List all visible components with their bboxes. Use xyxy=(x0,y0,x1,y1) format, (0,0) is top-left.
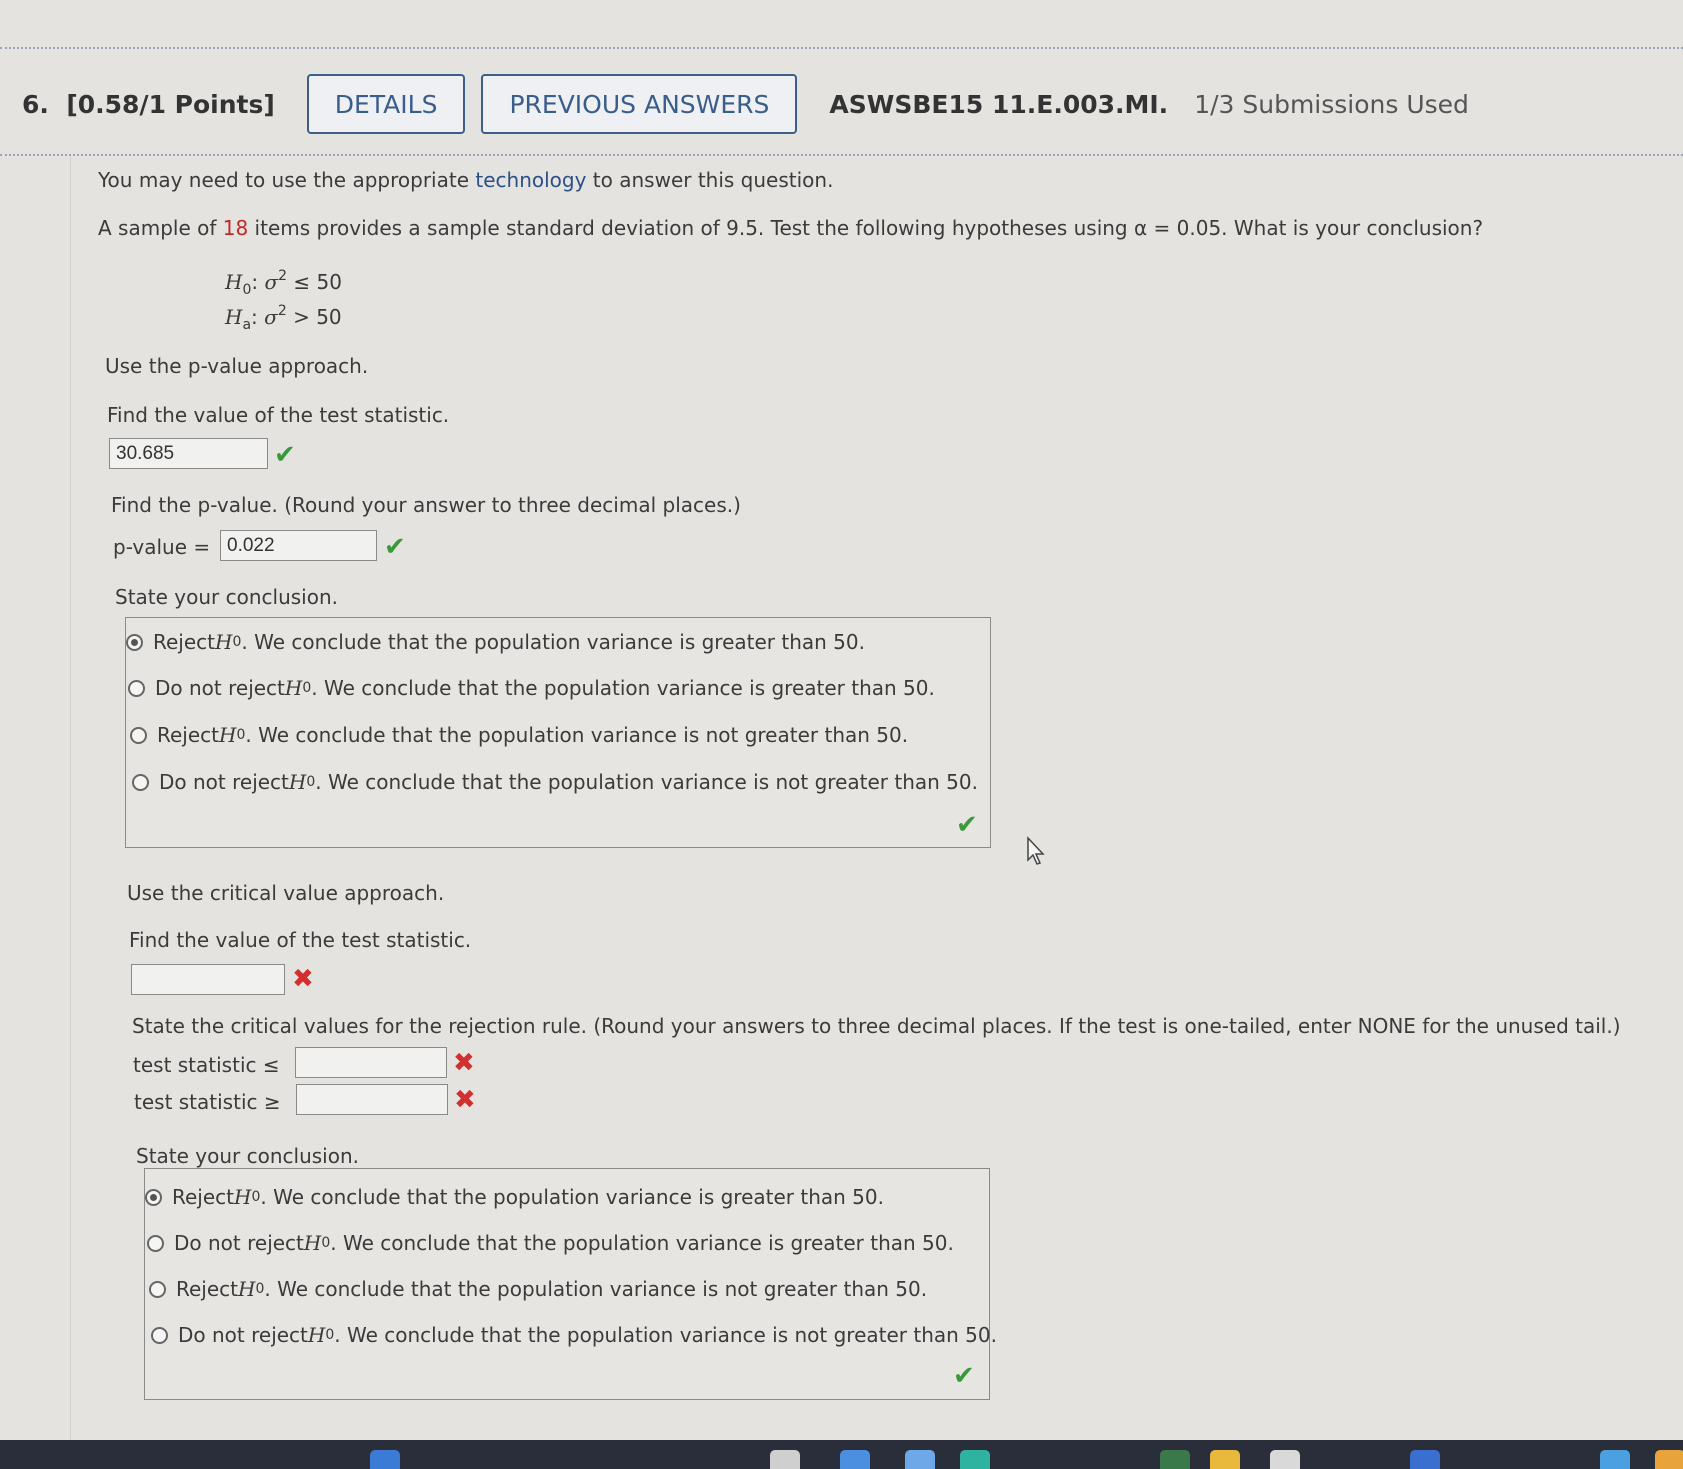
critical-ge-label: test statistic ≥ xyxy=(134,1090,281,1114)
x-mark-icon: ✖ xyxy=(292,964,314,994)
points-score: [0.58/1 Points] xyxy=(66,89,275,119)
taskbar-app-icon[interactable] xyxy=(1270,1450,1300,1469)
critical-option-1[interactable]: Do not reject H 0 . We conclude that the population variance is greater than 50. xyxy=(147,1231,954,1255)
pvalue-label: p-value = xyxy=(113,535,211,559)
x-mark-icon: ✖ xyxy=(453,1048,475,1078)
null-hypothesis: $H_0$: $\sigma^2 \le 50$ xyxy=(225,268,342,298)
pvalue-option-3[interactable]: Do not reject H 0 . We conclude that the population variance is not greater than 50. xyxy=(132,770,978,794)
taskbar-app-icon[interactable] xyxy=(960,1450,990,1469)
technology-link[interactable]: technology xyxy=(475,168,587,192)
taskbar-app-icon[interactable] xyxy=(1160,1450,1190,1469)
critical-option-3[interactable]: Do not reject H 0 . We conclude that the population variance is not greater than 50. xyxy=(151,1323,997,1347)
critical-find-stat-label: Find the value of the test statistic. xyxy=(129,928,472,952)
taskbar-app-icon[interactable] xyxy=(840,1450,870,1469)
radio-button[interactable] xyxy=(145,1189,162,1206)
critical-conclusion-label: State your conclusion. xyxy=(136,1144,360,1168)
critical-test-statistic-input[interactable] xyxy=(131,964,285,995)
previous-answers-button[interactable]: PREVIOUS ANSWERS xyxy=(481,74,797,134)
critical-approach-heading: Use the critical value approach. xyxy=(127,881,445,905)
critical-conclusion-options xyxy=(144,1168,997,1400)
checkmark-icon: ✔ xyxy=(384,532,406,562)
top-divider xyxy=(0,47,1683,49)
critical-le-label: test statistic ≤ xyxy=(133,1053,280,1077)
radio-button[interactable] xyxy=(147,1235,164,1252)
pvalue-option-1[interactable]: Do not reject H 0 . We conclude that the population variance is greater than 50. xyxy=(128,676,935,700)
critical-ge-input[interactable] xyxy=(296,1084,448,1115)
critical-option-2[interactable]: Reject H 0 . We conclude that the population variance is not greater than 50. xyxy=(149,1277,927,1301)
pvalue-conclusion-label: State your conclusion. xyxy=(115,585,339,609)
question-id: ASWSBE15 11.E.003.MI. xyxy=(829,89,1169,119)
radio-button[interactable] xyxy=(151,1327,168,1344)
critical-option-0[interactable]: Reject H 0 . We conclude that the population variance is greater than 50. xyxy=(145,1185,884,1209)
taskbar-app-icon[interactable] xyxy=(1600,1450,1630,1469)
checkmark-icon: ✔ xyxy=(953,1361,975,1391)
pvalue-approach-heading: Use the p-value approach. xyxy=(105,354,369,378)
technology-note: You may need to use the appropriate technology to answer this question. xyxy=(98,168,834,192)
taskbar-app-icon[interactable] xyxy=(770,1450,800,1469)
question-number: 6. [0.58/1 Points] xyxy=(22,89,275,119)
critical-values-prompt: State the critical values for the rejection rule. (Round your answers to three decimal places. If the test is one-tailed, enter NONE for the unused tail.) xyxy=(132,1014,1621,1038)
question-header xyxy=(22,72,1469,136)
radio-button[interactable] xyxy=(132,774,149,791)
problem-statement: A sample of 18 items provides a sample standard deviation of 9.5. Test the following hypotheses using α = 0.05. What is your conclusion? xyxy=(98,216,1484,240)
taskbar-app-icon[interactable] xyxy=(370,1450,400,1469)
checkmark-icon: ✔ xyxy=(956,810,978,840)
taskbar-app-icon[interactable] xyxy=(1210,1450,1240,1469)
test-statistic-input[interactable] xyxy=(109,438,268,469)
checkmark-icon: ✔ xyxy=(274,440,296,470)
x-mark-icon: ✖ xyxy=(454,1085,476,1115)
taskbar-app-icon[interactable] xyxy=(1655,1450,1683,1469)
mouse-cursor-icon xyxy=(1026,836,1048,866)
pvalue-find-stat-label: Find the value of the test statistic. xyxy=(107,403,450,427)
taskbar-app-icon[interactable] xyxy=(1410,1450,1440,1469)
pvalue-option-0[interactable]: Reject H 0 . We conclude that the population variance is greater than 50. xyxy=(126,630,865,654)
pvalue-conclusion-options xyxy=(125,617,991,848)
find-pvalue-label: Find the p-value. (Round your answer to three decimal places.) xyxy=(111,493,741,517)
critical-le-input[interactable] xyxy=(295,1047,447,1078)
submissions-used: 1/3 Submissions Used xyxy=(1194,89,1469,119)
pvalue-option-2[interactable]: Reject H 0 . We conclude that the population variance is not greater than 50. xyxy=(130,723,908,747)
pvalue-input[interactable] xyxy=(220,530,377,561)
alternative-hypothesis: $H_a$: $\sigma^2 > 50$ xyxy=(225,303,342,333)
header-divider xyxy=(0,154,1683,156)
details-button[interactable]: DETAILS xyxy=(307,74,466,134)
sample-size: 18 xyxy=(222,216,249,240)
radio-button[interactable] xyxy=(149,1281,166,1298)
radio-button[interactable] xyxy=(126,634,143,651)
radio-button[interactable] xyxy=(128,680,145,697)
radio-button[interactable] xyxy=(130,727,147,744)
taskbar-app-icon[interactable] xyxy=(905,1450,935,1469)
content-left-border xyxy=(70,156,71,1440)
